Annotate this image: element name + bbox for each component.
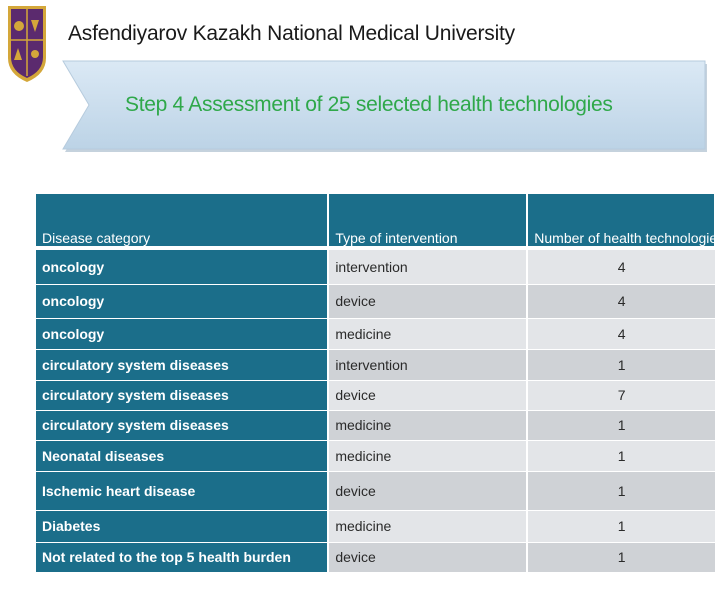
cell-type: intervention bbox=[328, 248, 527, 284]
cell-count: 1 bbox=[527, 410, 715, 440]
table-row bbox=[36, 471, 715, 510]
table-row bbox=[36, 510, 715, 542]
cell-category: Diabetes bbox=[36, 510, 328, 542]
university-name: Asfendiyarov Kazakh National Medical University bbox=[68, 22, 515, 45]
table-row bbox=[36, 318, 715, 349]
cell-type: medicine bbox=[328, 410, 527, 440]
cell-category: circulatory system diseases bbox=[36, 410, 328, 440]
header-type-of-intervention: Type of intervention bbox=[328, 194, 527, 248]
table-row bbox=[36, 410, 715, 440]
table-header-row bbox=[36, 194, 715, 248]
cell-count: 7 bbox=[527, 380, 715, 410]
cell-count: 4 bbox=[527, 248, 715, 284]
header-disease-category: Disease category bbox=[36, 194, 328, 248]
cell-type: intervention bbox=[328, 349, 527, 380]
cell-count: 4 bbox=[527, 318, 715, 349]
cell-count: 4 bbox=[527, 284, 715, 318]
table-row bbox=[36, 542, 715, 572]
cell-type: medicine bbox=[328, 440, 527, 471]
cell-category: oncology bbox=[36, 284, 328, 318]
cell-type: medicine bbox=[328, 510, 527, 542]
header-number-of-technologies: Number of health technologies bbox=[527, 194, 715, 248]
cell-count: 1 bbox=[527, 440, 715, 471]
cell-type: device bbox=[328, 284, 527, 318]
cell-category: circulatory system diseases bbox=[36, 380, 328, 410]
cell-type: device bbox=[328, 380, 527, 410]
cell-category: oncology bbox=[36, 318, 328, 349]
slide-title: Step 4 Assessment of 25 selected health technologies bbox=[125, 93, 613, 116]
cell-category: Not related to the top 5 health burden bbox=[36, 542, 328, 572]
table-row bbox=[36, 349, 715, 380]
university-logo bbox=[4, 2, 50, 84]
cell-type: medicine bbox=[328, 318, 527, 349]
cell-category: Neonatal diseases bbox=[36, 440, 328, 471]
cell-count: 1 bbox=[527, 510, 715, 542]
cell-category: circulatory system diseases bbox=[36, 349, 328, 380]
cell-category: oncology bbox=[36, 248, 328, 284]
cell-type: device bbox=[328, 542, 527, 572]
table-row bbox=[36, 440, 715, 471]
table-row bbox=[36, 380, 715, 410]
cell-type: device bbox=[328, 471, 527, 510]
cell-count: 1 bbox=[527, 542, 715, 572]
table-row bbox=[36, 248, 715, 284]
cell-count: 1 bbox=[527, 471, 715, 510]
health-technologies-table bbox=[36, 194, 724, 573]
table-row bbox=[36, 284, 715, 318]
cell-category: Ischemic heart disease bbox=[36, 471, 328, 510]
cell-count: 1 bbox=[527, 349, 715, 380]
